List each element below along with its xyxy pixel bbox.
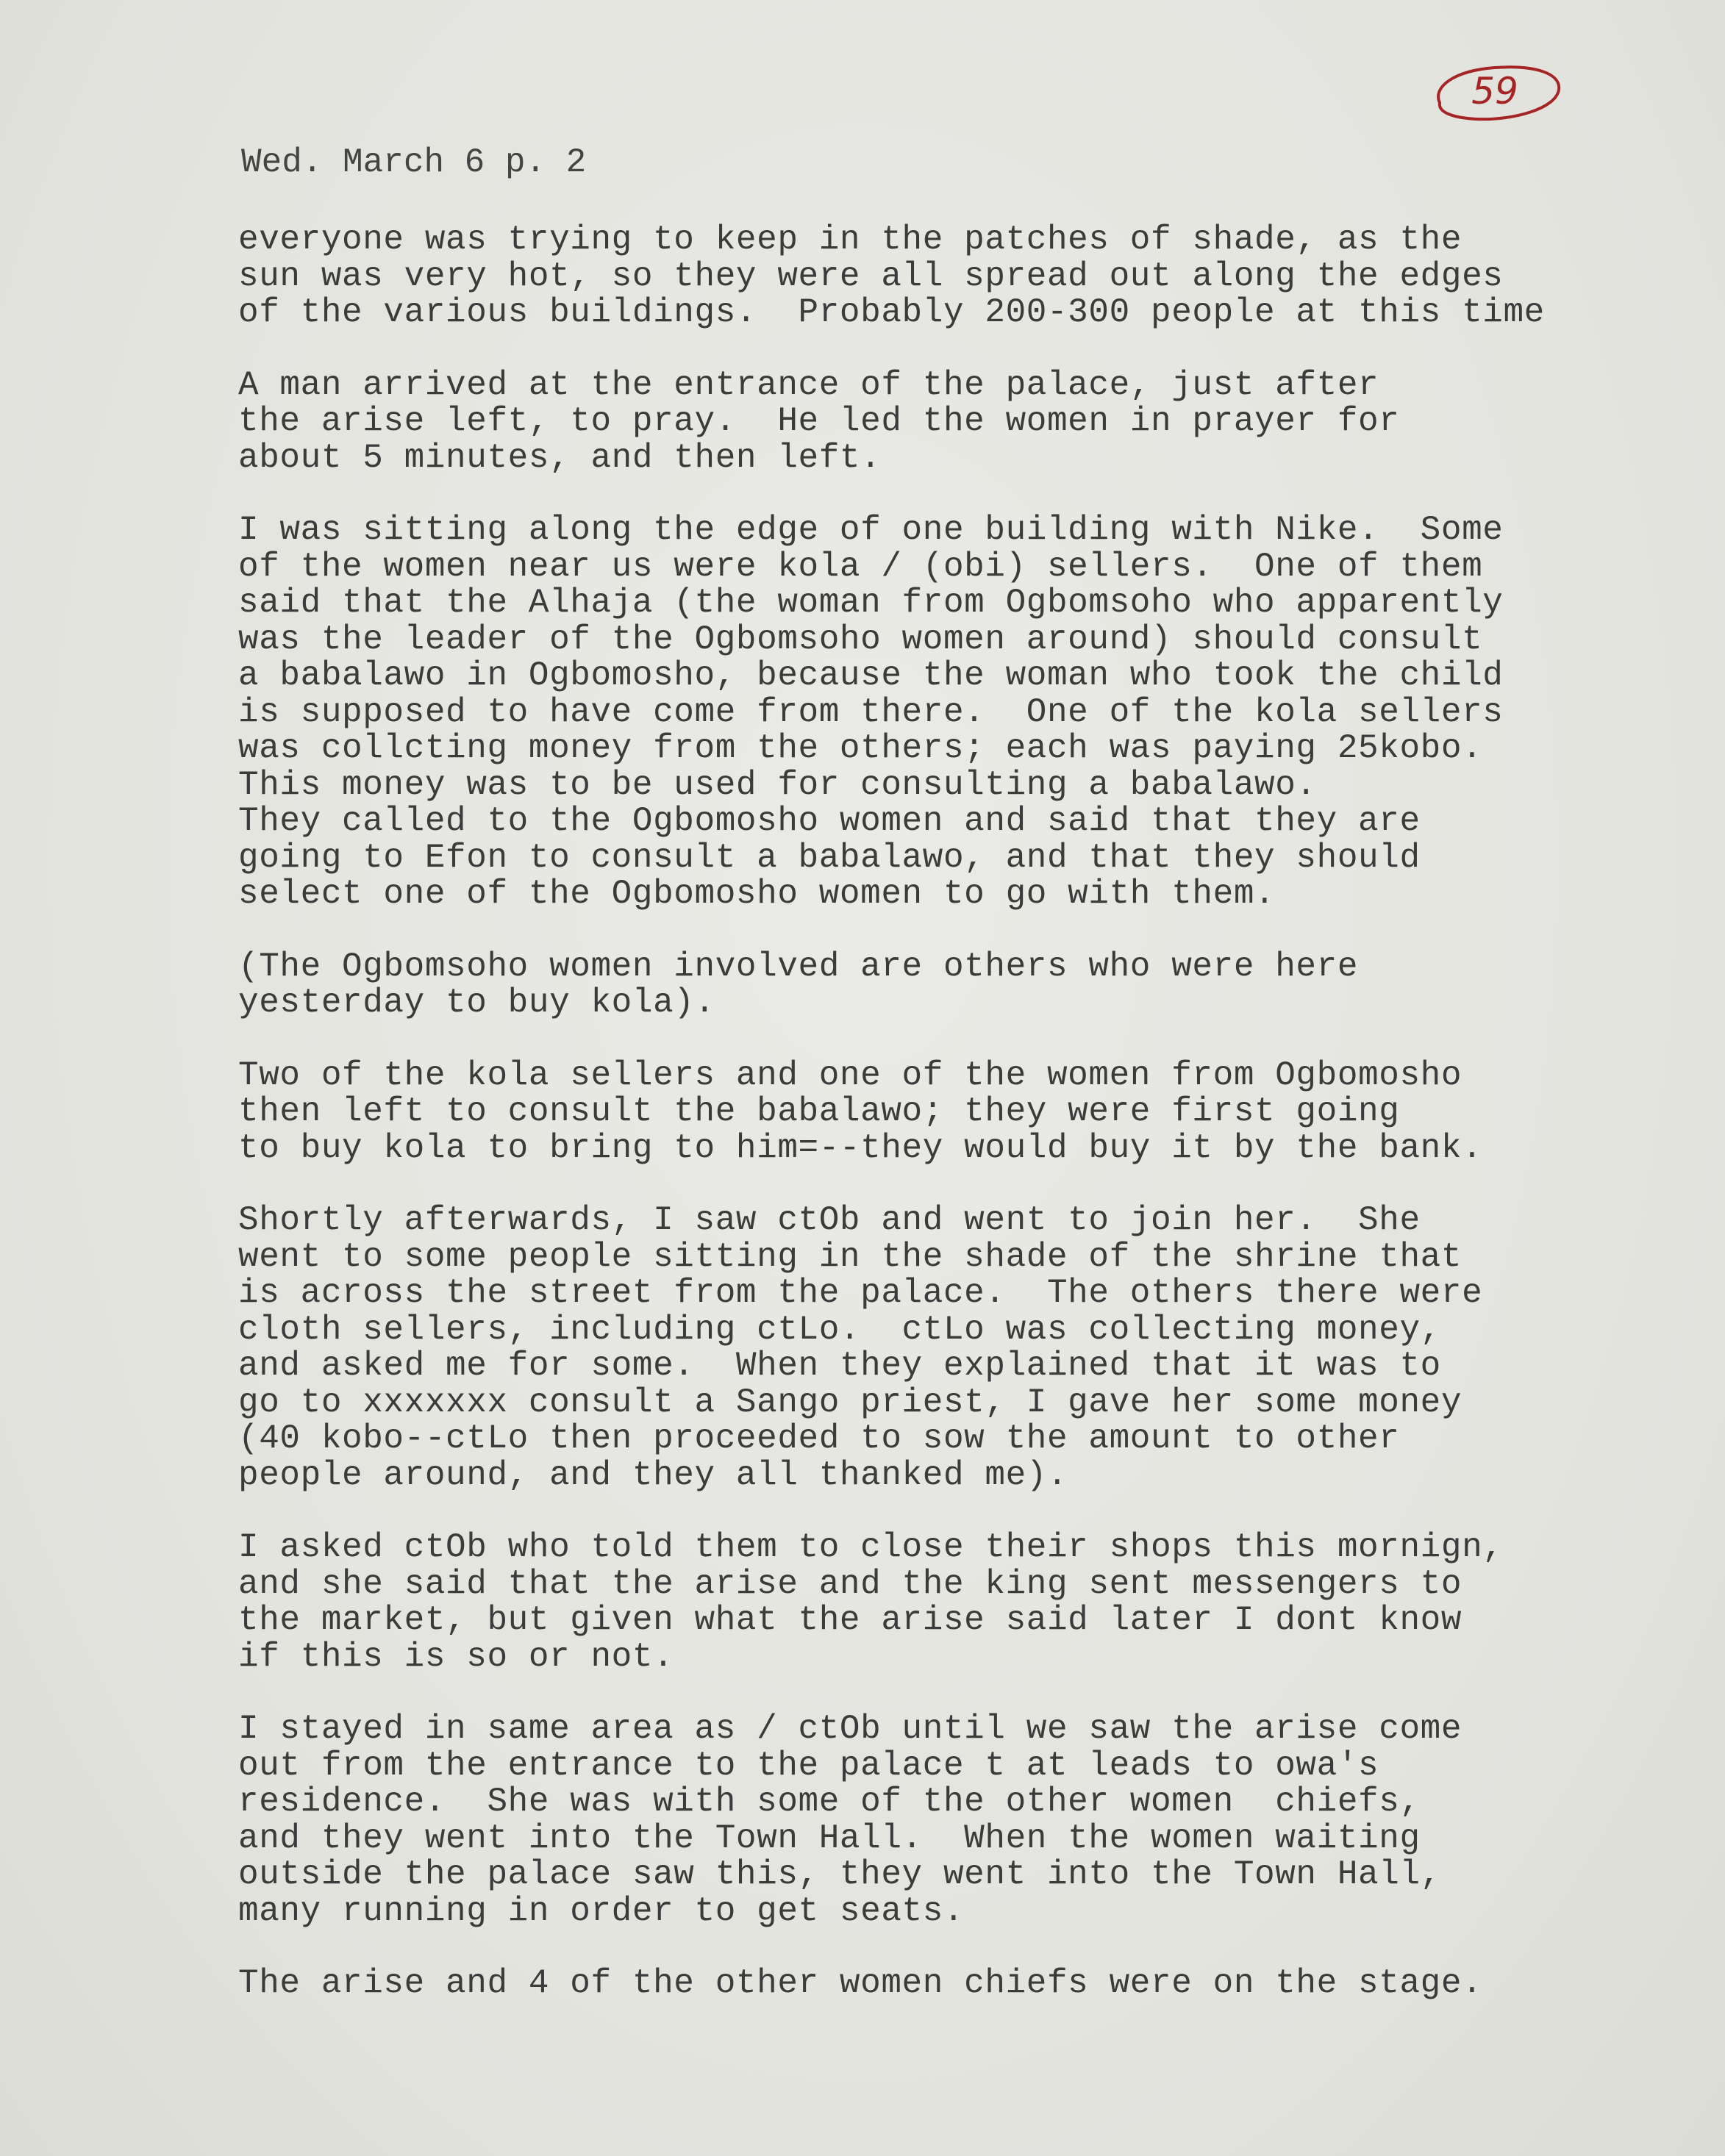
- text-line: is supposed to have come from there. One of the kola sellers: [238, 692, 1504, 731]
- text-line: everyone was trying to keep in the patches of shade, as the: [238, 221, 1462, 259]
- text-line: Two of the kola sellers and one of the women from Ogbomosho: [238, 1056, 1462, 1095]
- text-line: outside the palace saw this, they went into the Town Hall,: [238, 1855, 1441, 1894]
- text-line: and they went into the Town Hall. When the women waiting: [238, 1819, 1421, 1858]
- text-line: a babalawo in Ogbomosho, because the woman who took the child: [238, 656, 1504, 695]
- text-line: to buy kola to bring to him=--they would buy it by the bank.: [238, 1128, 1483, 1167]
- text-line: is across the street from the palace. The others there were: [238, 1274, 1483, 1312]
- page-header: Wed. March 6 p. 2: [241, 143, 587, 182]
- page-number-text: 59: [1471, 70, 1518, 112]
- text-line: I stayed in same area as / ctOb until we saw the arise come: [238, 1710, 1462, 1748]
- text-line: sun was very hot, so they were all spread out along the edges: [238, 257, 1504, 296]
- text-line: said that the Alhaja (the woman from Ogbomsoho who apparently: [238, 584, 1504, 622]
- text-line: going to Efon to consult a babalawo, and that they should: [238, 838, 1421, 877]
- text-line: the arise left, to pray. He led the women in prayer for: [238, 402, 1400, 440]
- text-line: if this is so or not.: [238, 1637, 674, 1676]
- text-line: residence. She was with some of the other women chiefs,: [238, 1783, 1421, 1821]
- paragraph: [238, 1530, 1694, 1675]
- page-number-annotation: [1425, 57, 1565, 125]
- text-line: then left to consult the babalawo; they were first going: [238, 1092, 1400, 1131]
- paragraph: [238, 1711, 1694, 1930]
- text-line: select one of the Ogbomosho women to go with them.: [238, 875, 1276, 913]
- text-line: people around, and they all thanked me).: [238, 1455, 1068, 1494]
- text-line: The arise and 4 of the other women chiefs were on the stage.: [238, 1964, 1483, 2002]
- text-line: of the various buildings. Probably 200-300 people at this time: [238, 293, 1545, 332]
- text-line: (The Ogbomsoho women involved are others who were here: [238, 947, 1359, 986]
- text-line: (40 kobo--ctLo then proceeded to sow the amount to other: [238, 1419, 1400, 1458]
- text-line: the market, but given what the arise said later I dont know: [238, 1601, 1462, 1639]
- text-line: Shortly afterwards, I saw ctOb and went to join her. She: [238, 1201, 1421, 1239]
- text-line: yesterday to buy kola).: [238, 984, 715, 1022]
- text-line: go to xxxxxxx consult a Sango priest, I gave her some money: [238, 1383, 1462, 1422]
- text-line: and asked me for some. When they explained that it was to: [238, 1347, 1441, 1385]
- text-line: A man arrived at the entrance of the palace, just after: [238, 365, 1379, 404]
- text-line: was collcting money from the others; each was paying 25kobo.: [238, 729, 1483, 767]
- text-line: about 5 minutes, and then left.: [238, 438, 882, 477]
- paragraph: [238, 512, 1694, 913]
- text-line: I was sitting along the edge of one building with Nike. Some: [238, 511, 1504, 549]
- paragraph: [238, 222, 1694, 332]
- paragraph: [238, 949, 1694, 1022]
- text-line: cloth sellers, including ctLo. ctLo was collecting money,: [238, 1310, 1441, 1349]
- text-line: and she said that the arise and the king sent messengers to: [238, 1564, 1462, 1603]
- paragraph: [238, 365, 1694, 477]
- text-line: I asked ctOb who told them to close their shops this mornign,: [238, 1528, 1504, 1566]
- text-line: of the women near us were kola / (obi) sellers. One of them: [238, 547, 1483, 586]
- text-line: They called to the Ogbomosho women and said that they are: [238, 802, 1421, 840]
- paragraph: [238, 1966, 1694, 2002]
- text-line: was the leader of the Ogbomsoho women around) should consult: [238, 620, 1483, 659]
- text-line: This money was to be used for consulting a babalawo.: [238, 765, 1317, 804]
- text-line: many running in order to get seats.: [238, 1891, 965, 1930]
- text-line: out from the entrance to the palace t at leads to owa's: [238, 1746, 1379, 1785]
- document-body: [238, 222, 1694, 2038]
- paragraph: [238, 1058, 1694, 1167]
- text-line: went to some people sitting in the shade of the shrine that: [238, 1237, 1462, 1276]
- paragraph: [238, 1203, 1694, 1494]
